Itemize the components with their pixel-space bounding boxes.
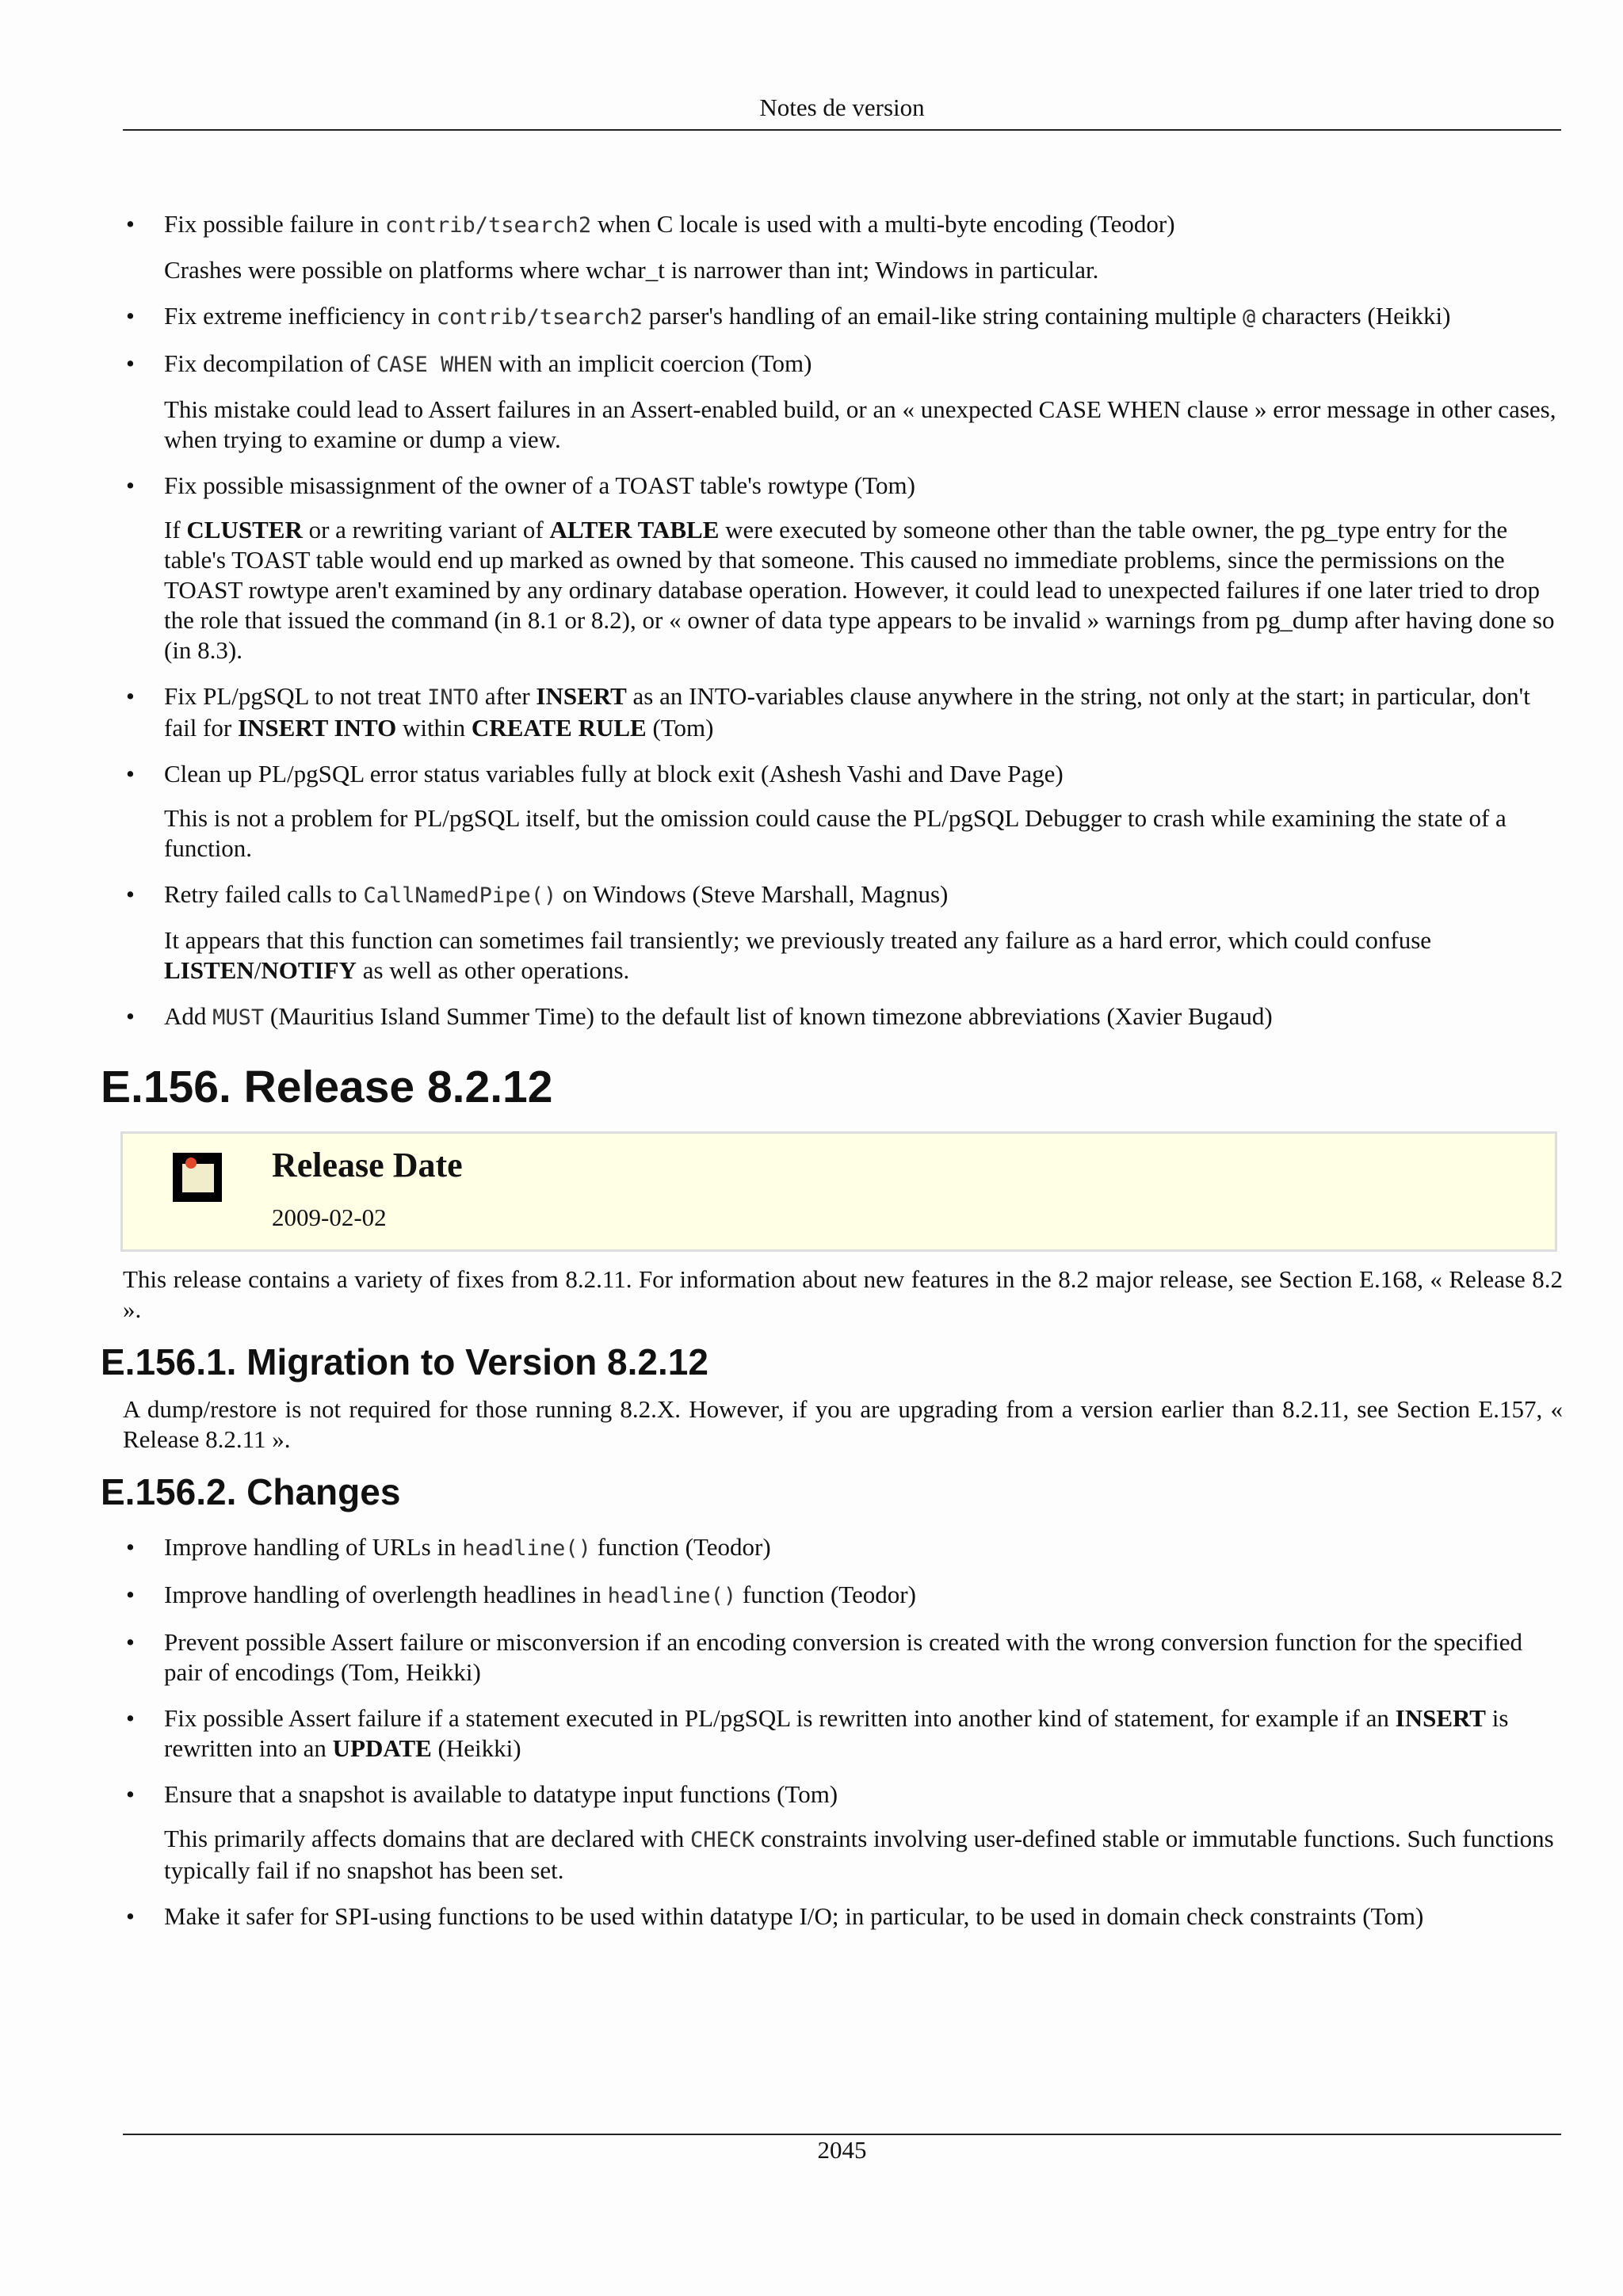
footer-rule: [123, 2134, 1561, 2135]
bold-keyword: NOTIFY: [261, 956, 357, 984]
code-literal: headline(): [462, 1536, 591, 1561]
text-run: This is not a problem for PL/pgSQL itself, but the omission could cause the PL/pgSQL Debugger to crash while examining the state of a function.: [164, 804, 1507, 862]
bullet-icon: •: [126, 302, 135, 330]
list-item: [123, 759, 1563, 789]
list-item-detail: [123, 925, 1563, 986]
list-item: [123, 1779, 1563, 1810]
list-item: [123, 349, 1563, 380]
bullet-list-fixes: [123, 209, 1563, 1033]
bullet-icon: •: [126, 880, 135, 908]
intro-paragraph: This release contains a variety of fixes from 8.2.11. For information about new features in the 8.2 major release, see Section E.168, « Release 8.2 ».: [123, 1265, 1563, 1323]
text-run: or a rewriting variant of: [302, 516, 550, 543]
bullet-icon: •: [126, 1533, 135, 1561]
release-date: 2009-02-02: [272, 1203, 387, 1231]
note-icon: [173, 1153, 222, 1202]
list-item-detail: [123, 515, 1563, 666]
bullet-icon: •: [126, 471, 135, 499]
text-run: Fix possible Assert failure if a statement executed in PL/pgSQL is rewritten into another kind of statement, for example if an: [164, 1704, 1396, 1732]
code-literal: headline(): [607, 1584, 737, 1608]
text-run: Prevent possible Assert failure or misconversion if an encoding conversion is created with the wrong conversion function for the specified pair of encodings (Tom, Heikki): [164, 1628, 1523, 1686]
code-literal: CHECK: [689, 1828, 755, 1852]
text-run: Ensure that a snapshot is available to datatype input functions (Tom): [164, 1780, 838, 1808]
text-run: as well as other operations.: [356, 956, 630, 984]
bullet-list-changes: [123, 1532, 1563, 1932]
list-item-detail: [123, 803, 1563, 864]
text-run: Improve handling of overlength headlines in: [164, 1581, 608, 1608]
code-literal: MUST: [212, 1005, 265, 1030]
text-run: after: [479, 682, 537, 710]
code-literal: CallNamedPipe(): [363, 883, 557, 908]
text-run: (Mauritius Island Summer Time) to the default list of known timezone abbreviations (Xavier Bugaud): [264, 1002, 1273, 1030]
text-run: function (Teodor): [736, 1581, 916, 1608]
text-run: were executed by someone other than the table owner, the pg_type entry for the table's TOAST table would end up marked as owned by that someone. This caused no immediate problems, since the permissions on the TOAST rowtype aren't examined by any ordinary database operation. However, it could lead to unexpected failures if one later tried to drop the role that issued the command (in 8.1 or 8.2), or « owner of data type appears to be invalid » warnings from pg_dump after having done so (in 8.3).: [164, 516, 1555, 664]
text-run: This primarily affects domains that are declared with: [164, 1825, 690, 1852]
text-run: Improve handling of URLs in: [164, 1533, 463, 1561]
list-item: [123, 1532, 1563, 1564]
text-run: within: [396, 714, 472, 742]
bullet-icon: •: [126, 210, 135, 238]
bold-keyword: ALTER TABLE: [549, 516, 720, 543]
text-run: Crashes were possible on platforms where wchar_t is narrower than int; Windows in particular.: [164, 256, 1099, 284]
text-run: Fix extreme inefficiency in: [164, 302, 437, 330]
text-run: Fix possible failure in: [164, 210, 385, 238]
bold-keyword: INSERT INTO: [237, 714, 397, 742]
bold-keyword: CLUSTER: [186, 516, 303, 543]
text-run: on Windows (Steve Marshall, Magnus): [556, 880, 949, 908]
running-header: Notes de version: [759, 93, 925, 121]
bold-keyword: CREATE RULE: [471, 714, 647, 742]
text-run: parser's handling of an email-like string containing multiple: [642, 302, 1243, 330]
text-run: Fix possible misassignment of the owner of a TOAST table's rowtype (Tom): [164, 471, 915, 499]
code-literal: @: [1243, 305, 1256, 330]
text-run: function (Teodor): [590, 1533, 771, 1561]
page-content: [101, 209, 1563, 1947]
list-item: [123, 209, 1563, 241]
list-item: [123, 1627, 1563, 1688]
text-run: Clean up PL/pgSQL error status variables fully at block exit (Ashesh Vashi and Dave Page): [164, 760, 1064, 788]
list-item-detail: [123, 395, 1563, 455]
bullet-icon: •: [126, 1902, 135, 1930]
text-run: Retry failed calls to: [164, 880, 364, 908]
bold-keyword: UPDATE: [332, 1734, 432, 1762]
text-run: (Tom): [646, 714, 714, 742]
list-item: [123, 301, 1563, 333]
text-run: characters (Heikki): [1255, 302, 1451, 330]
list-item: [123, 471, 1563, 501]
text-run: If: [164, 516, 187, 543]
bold-keyword: LISTEN: [164, 956, 254, 984]
text-run: (Heikki): [431, 1734, 521, 1762]
list-item: [123, 681, 1563, 743]
bullet-icon: •: [126, 760, 135, 788]
note-title: Release Date: [272, 1146, 463, 1184]
bold-keyword: INSERT: [1395, 1704, 1486, 1732]
text-run: as an INTO-variables clause anywhere in the string, not only at the start; in particular, don't fail for: [164, 682, 1530, 742]
section-title: E.156. Release 8.2.12: [101, 1062, 553, 1112]
text-run: with an implicit coercion (Tom): [492, 349, 812, 377]
text-run: /: [254, 956, 262, 984]
text-run: is rewritten into an: [164, 1704, 1509, 1762]
text-run: constraints involving user-defined stable or immutable functions. Such functions typically fail if no snapshot has been set.: [164, 1825, 1554, 1884]
text-run: This mistake could lead to Assert failures in an Assert-enabled build, or an « unexpected CASE WHEN clause » error message in other cases, when trying to examine or dump a view.: [164, 395, 1556, 453]
page-number: 2045: [817, 2136, 867, 2164]
migration-paragraph: A dump/restore is not required for those running 8.2.X. However, if you are upgrading from a version earlier than 8.2.11, see Section E.157, « Release 8.2.11 ».: [123, 1395, 1563, 1453]
bullet-icon: •: [126, 682, 135, 710]
list-item: [123, 879, 1563, 911]
code-literal: contrib/tsearch2: [436, 305, 643, 330]
bullet-icon: •: [126, 349, 135, 377]
bullet-icon: •: [126, 1704, 135, 1732]
code-literal: INTO: [427, 685, 479, 710]
text-run: Fix decompilation of: [164, 349, 376, 377]
bullet-icon: •: [126, 1780, 135, 1808]
code-literal: contrib/tsearch2: [384, 213, 592, 238]
list-item-detail: [123, 255, 1563, 285]
bullet-icon: •: [126, 1581, 135, 1608]
list-item: [123, 1580, 1563, 1611]
bullet-icon: •: [126, 1002, 135, 1030]
bold-keyword: INSERT: [536, 682, 627, 710]
release-date-note: [120, 1131, 1557, 1252]
text-run: Add: [164, 1002, 213, 1030]
changes-heading: E.156.2. Changes: [101, 1471, 401, 1512]
text-run: It appears that this function can sometimes fail transiently; we previously treated any failure as a hard error, which could confuse: [164, 926, 1432, 954]
migration-heading: E.156.1. Migration to Version 8.2.12: [101, 1341, 708, 1383]
list-item-detail: [123, 1824, 1563, 1886]
bullet-icon: •: [126, 1628, 135, 1656]
code-literal: CASE WHEN: [376, 353, 493, 377]
header-rule: [123, 129, 1561, 131]
list-item: [123, 1703, 1563, 1764]
list-item: [123, 1001, 1563, 1033]
text-run: Make it safer for SPI-using functions to be used within datatype I/O; in particular, to be used in domain check constraints (Tom): [164, 1902, 1424, 1930]
text-run: Fix PL/pgSQL to not treat: [164, 682, 428, 710]
list-item: [123, 1901, 1563, 1932]
text-run: when C locale is used with a multi-byte encoding (Teodor): [591, 210, 1175, 238]
